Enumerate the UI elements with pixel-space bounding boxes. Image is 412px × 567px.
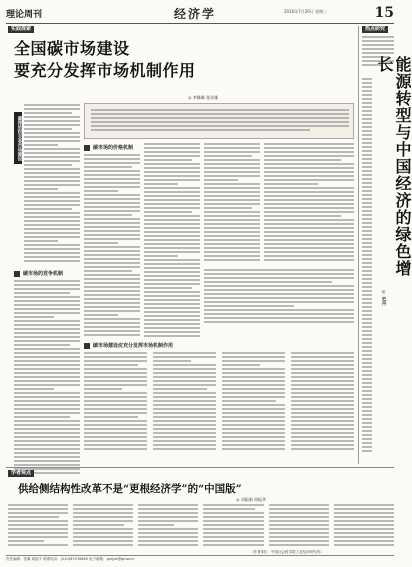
left-story-col-2 (144, 143, 200, 339)
right-story-vertical-title: 能源转型与中国经济的绿色增长 (375, 56, 412, 277)
page-number: 15 (374, 5, 394, 21)
bottom-story-byline: ◎ 刘振刚 周振华 (236, 497, 267, 502)
left-story-sidebar-label: 碳排放权交易市场建设 (14, 112, 22, 164)
bottom-story-headline: 供给侧结构性改革不是“更根经济学”的“中国版” (18, 483, 242, 495)
bottom-story-tag: 学者观点 (8, 470, 34, 477)
footer-rule (6, 555, 394, 556)
left-story-col-1 (84, 154, 140, 339)
right-story-tag: 热点研究 (362, 26, 388, 33)
masthead-rule (6, 23, 394, 24)
issue-date: 2016年7月20日 星期三 (284, 9, 328, 14)
left-story-byline: ◎ 李继峰 张亚雄 (188, 95, 219, 100)
subhead-square-icon (84, 145, 90, 151)
left-story-headline-1: 全国碳市场建设 (14, 39, 130, 58)
section-title: 经济学 (174, 7, 217, 21)
left-story-col-7 (84, 352, 354, 452)
left-story-col-5 (14, 280, 80, 480)
masthead (6, 5, 394, 22)
bottom-story-rule (6, 467, 394, 468)
left-story-subhead-2: 碳市场的竞争机制 (14, 269, 63, 278)
section-label-left: 理论周刊 (6, 10, 43, 20)
left-story-subhead-1: 碳市场的价格机制 (84, 143, 133, 152)
subhead-square-icon (84, 343, 90, 349)
right-story-col-1 (362, 78, 372, 458)
left-story-tag: 实践探索 (8, 26, 34, 33)
left-story-col-6 (204, 269, 354, 329)
left-story-col-3 (204, 143, 260, 263)
footer-info: 责任编辑：张翼 周振宇 联系电话：(010)67078865 电子邮箱：gmjjxt@gmw.cn (6, 557, 135, 561)
left-story-subhead-3: 碳市场建设应充分发挥市场机制作用 (84, 341, 173, 350)
left-story-intro-text (24, 104, 80, 264)
left-story-abstract (84, 103, 354, 139)
left-story-col-4 (264, 143, 354, 263)
bottom-story-note: （作者单位：中国社会科学院工业经济研究所） (250, 550, 324, 554)
left-story-headline-2: 要充分发挥市场机制作用 (14, 61, 196, 80)
right-story-byline: ◎ 史丹 (381, 290, 386, 306)
subhead-square-icon (14, 271, 20, 277)
column-divider (358, 26, 359, 464)
bottom-story-body (8, 504, 394, 550)
